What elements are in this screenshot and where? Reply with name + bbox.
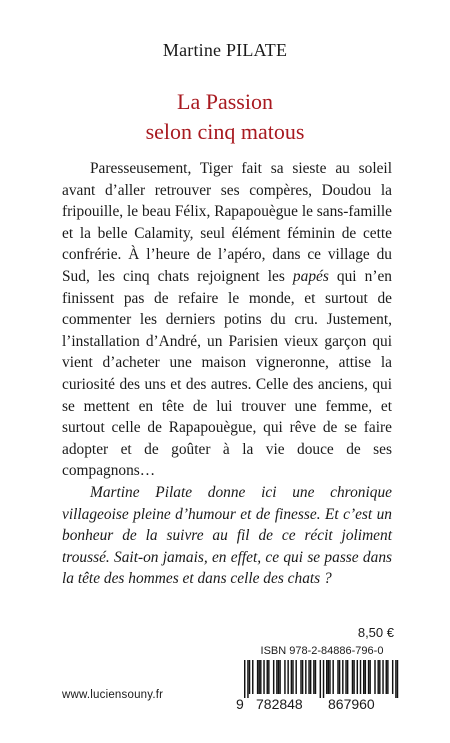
barcode-bar — [386, 660, 387, 694]
barcode-bar — [332, 660, 333, 694]
barcode-bar — [263, 660, 264, 694]
barcode-bar — [308, 660, 309, 694]
barcode-bar — [295, 660, 296, 694]
barcode-bar — [244, 660, 245, 698]
barcode-bar — [284, 660, 285, 694]
price-label: 8,50 € — [357, 625, 394, 640]
blurb-paragraph-1: Paresseusement, Tiger fait sa sieste au soleil avant d’aller retrouver ses compères, Doudou la fripouille, le beau Félix, Rapapouègue le sans-famille et la belle Calamity, seul élément féminin de cette confrérie. À l’heure de l’apéro, dans ce village du Sud, les cinq chats rejoignent les papés qui n’en finissent pas de refaire le monde, et surtout de commenter les derniers potins du cru. Justement, l’installation d’André, un Parisien vieux garçon qui vient d’acheter une maison vigneronne, attise la curiosité des uns et des autres. Celle des anciens, qui se mettent en tête de lui trouver une femme, et surtout celle de Rapapouègue, qui rêve de se faire adopter et de goûter à la vie douce de ses compagnons… — [62, 160, 392, 480]
barcode-bar — [315, 660, 316, 694]
barcode-bar — [302, 660, 303, 694]
barcode-bar — [287, 660, 288, 694]
barcode-bar — [377, 660, 378, 694]
barcode-bar — [382, 660, 383, 694]
title-line-1: La Passion — [177, 89, 273, 114]
barcode-bar — [292, 660, 293, 694]
barcode-bar — [337, 660, 338, 694]
book-title — [0, 87, 450, 147]
barcode-bar — [374, 660, 375, 694]
barcode-bar — [328, 660, 329, 694]
barcode-bar — [258, 660, 259, 694]
author-name: Martine PILATE — [162, 40, 288, 60]
barcode-bar — [342, 660, 343, 694]
barcode-bar — [368, 660, 369, 694]
barcode-bar — [326, 660, 327, 694]
barcode-bar — [352, 660, 353, 694]
blurb-paragraph-2: Martine Pilate donne ici une chronique villageoise pleine d’humour et de finesse. Et c’est un bonheur de la suivre au fil de ce récit joliment troussé. Sait-on jamais, en effet, ce qui se passe dans la tête des hommes et dans celle des chats ? — [62, 484, 392, 588]
barcode-bar — [353, 660, 354, 694]
barcode-bar — [345, 660, 346, 694]
barcode-bar — [329, 660, 330, 694]
barcode-bar — [313, 660, 314, 694]
blurb-review — [62, 482, 392, 590]
barcode-bar — [279, 660, 280, 694]
barcode-bar — [278, 660, 279, 694]
barcode-bar — [276, 660, 277, 694]
barcode-bar — [252, 660, 253, 694]
barcode-bar — [260, 660, 261, 694]
barcode-bar — [395, 660, 396, 698]
barcode-bar — [369, 660, 370, 694]
barcode-bar — [363, 660, 364, 694]
blurb-summary — [62, 158, 392, 482]
barcode-bar — [273, 660, 274, 694]
barcode-bar — [291, 660, 292, 694]
barcode-bar — [397, 660, 398, 698]
barcode-bar — [339, 660, 340, 694]
barcode-bar — [357, 660, 358, 694]
barcode-bar — [320, 660, 321, 698]
barcode-bar — [392, 660, 393, 694]
barcode-bar — [300, 660, 301, 694]
barcode-bar — [365, 660, 366, 694]
barcode-digit-prefix: 9 — [236, 696, 244, 712]
barcode-bar — [257, 660, 258, 694]
title-line-2: selon cinq matous — [145, 119, 305, 144]
barcode-bar — [387, 660, 388, 694]
barcode-bar — [379, 660, 380, 694]
barcode-bar — [267, 660, 268, 694]
barcode-bar — [268, 660, 269, 694]
barcode-bar — [247, 660, 248, 698]
isbn-barcode-block — [234, 645, 410, 715]
barcode-bar — [347, 660, 348, 694]
barcode-bar — [310, 660, 311, 694]
barcode-bar — [249, 660, 250, 694]
barcode-bar — [360, 660, 361, 694]
isbn-text: ISBN 978-2-84886-796-0 — [260, 645, 384, 657]
barcode-digit-group-1: 782848 — [256, 696, 303, 712]
barcode-bar — [305, 660, 306, 694]
barcode-digit-group-2: 867960 — [328, 696, 375, 712]
barcode-image — [244, 660, 400, 698]
barcode-bar — [323, 660, 324, 698]
publisher-website: www.luciensouny.fr — [62, 689, 164, 701]
